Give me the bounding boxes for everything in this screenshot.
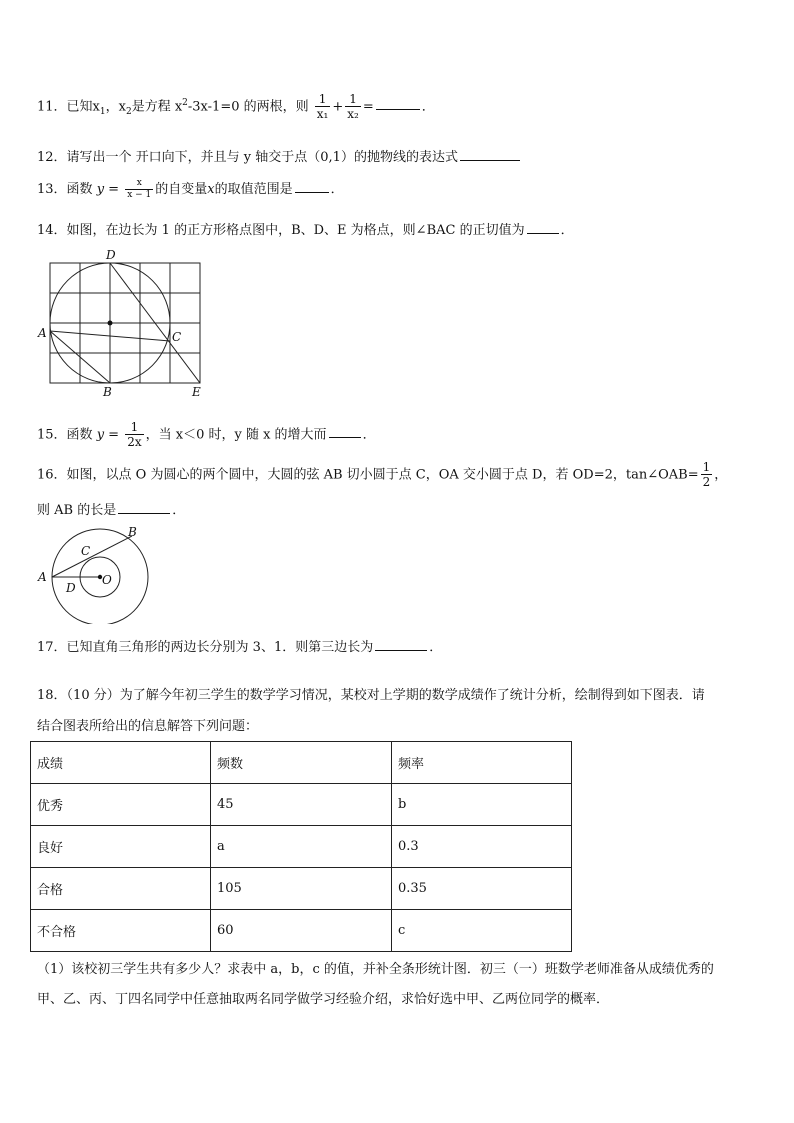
- table-cell: b: [392, 784, 572, 826]
- question-16: [37, 460, 727, 490]
- table-cell: 不合格: [31, 910, 211, 952]
- q11-suffix: ．: [421, 99, 435, 115]
- q14-answer-blank[interactable]: [527, 221, 559, 234]
- table-cell: a: [211, 826, 392, 868]
- q18-line2: 结合图表所给出的信息解答下列问题：: [37, 719, 259, 734]
- table-cell: 良好: [31, 826, 211, 868]
- q16-frac-den: 2: [702, 475, 711, 490]
- table-header-row: [31, 742, 572, 784]
- q11-fraction-1: [315, 92, 331, 122]
- q16-frac-num: 1: [702, 460, 711, 474]
- question-18-sub1-line2: [37, 993, 609, 1006]
- q13-answer-blank[interactable]: [295, 180, 329, 193]
- table-cell: 0.35: [392, 868, 572, 910]
- fig16-label-b: B: [128, 525, 137, 539]
- fig16-label-c: C: [81, 544, 91, 558]
- fig14-label-a: A: [38, 326, 47, 340]
- table-cell: 60: [211, 910, 392, 952]
- fig14-label-e: E: [192, 385, 201, 397]
- q18-sub1-line1: （1）该校初三学生共有多少人？求表中 a，b，c 的值，并补全条形统计图．初三（一）班数学老师准备从成绩优秀的: [37, 962, 714, 977]
- question-18-line2: [37, 720, 258, 733]
- q12-answer-blank[interactable]: [460, 148, 520, 161]
- q13-fraction: [125, 178, 153, 201]
- q11-mid2: 是方程 x: [131, 99, 183, 115]
- table-cell: 105: [211, 868, 392, 910]
- table-row: [31, 868, 572, 910]
- q13-end: ．: [330, 181, 344, 197]
- q13-var: x: [207, 181, 215, 197]
- q16-comma: ，: [714, 467, 728, 483]
- q17-end: ．: [429, 640, 443, 655]
- q11-fraction-2: [345, 92, 361, 122]
- q18-line1: 18．（10 分）为了解今年初三学生的数学学习情况，某校对上学期的数学成绩作了统计分析，绘制得到如下图表．请: [37, 688, 705, 703]
- fig14-label-c: C: [172, 330, 182, 344]
- table-cell: 优秀: [31, 784, 211, 826]
- q15-end: ．: [362, 427, 376, 443]
- q16-answer-blank[interactable]: [118, 501, 170, 514]
- q11-eq: =: [362, 99, 374, 115]
- table-cell: 0.3: [392, 826, 572, 868]
- question-11: [37, 92, 435, 122]
- fig14-label-d: D: [106, 248, 116, 262]
- q11-plus: +: [332, 99, 344, 115]
- q11-frac1-den: x₁: [316, 107, 329, 122]
- q15-suffix: ，当 x＜0 时，y 随 x 的增大而: [145, 427, 327, 443]
- table-cell: c: [392, 910, 572, 952]
- q11-mid1: ，x: [105, 99, 126, 115]
- q13-frac-den: x − 1: [127, 189, 152, 200]
- q16-line2: 则 AB 的长是: [37, 503, 117, 518]
- fig16-label-a: A: [38, 570, 47, 584]
- q14-text: 14．如图，在边长为 1 的正方形格点图中，B、D、E 为格点，则∠BAC 的正切值为: [37, 223, 525, 238]
- table-cell: 45: [211, 784, 392, 826]
- table-header-cell: 成绩: [31, 742, 211, 784]
- q17-text: 17．已知直角三角形的两边长分别为 3、1．则第三边长为: [37, 640, 374, 655]
- question-12: [37, 148, 522, 164]
- q15-prefix: 15．函数: [37, 427, 93, 443]
- q13-suffix-text: 的自变量: [155, 181, 208, 197]
- q13-suffix2: 的取值范围是: [214, 181, 293, 197]
- q11-sub1: 1: [99, 106, 106, 117]
- q11-frac2-num: 1: [345, 92, 361, 107]
- q12-text: 12．请写出一个 开口向下，并且与 y 轴交于点（0,1）的抛物线的表达式: [37, 150, 458, 165]
- fig16-label-o: O: [102, 573, 112, 587]
- table-row: [31, 784, 572, 826]
- q14-end: ．: [560, 223, 574, 238]
- table-cell: 合格: [31, 868, 211, 910]
- q16-text: 16．如图，以点 O 为圆心的两个圆中，大圆的弦 AB 切小圆于点 C，OA 交小圆于点 D，若 OD=2，tan∠OAB=: [37, 467, 699, 483]
- q11-frac1-num: 1: [315, 92, 331, 107]
- q13-prefix: 13．函数: [37, 181, 93, 197]
- q17-answer-blank[interactable]: [375, 638, 427, 651]
- q15-frac-den: 2x: [127, 435, 142, 450]
- q11-prefix: 11．已知x: [37, 99, 100, 115]
- q11-mid3: -3x-1=0 的两根，则: [187, 99, 309, 115]
- q11-sup: 2: [182, 98, 188, 109]
- question-18-line1: [37, 689, 705, 702]
- q15-fraction: [125, 420, 143, 450]
- figure-14-grid-circle: [36, 247, 206, 397]
- q16-end: ．: [172, 503, 186, 518]
- table-header-cell: 频率: [392, 742, 572, 784]
- table-row: [31, 826, 572, 868]
- q11-frac2-den: x₂: [347, 107, 359, 122]
- question-18-sub1-line1: [37, 963, 714, 976]
- question-16-line2: [37, 501, 185, 517]
- q11-answer-blank[interactable]: [376, 97, 420, 110]
- question-14: [37, 221, 574, 237]
- grades-table: [30, 741, 572, 952]
- q15-answer-blank[interactable]: [329, 425, 361, 438]
- q18-sub1-line2: 甲、乙、丙、丁四名同学中任意抽取两名同学做学习经验介绍，求恰好选中甲、乙两位同学的概率．: [37, 992, 610, 1007]
- q15-frac-num: 1: [125, 420, 143, 435]
- question-13: [37, 178, 344, 201]
- fig14-label-b: B: [103, 385, 112, 397]
- q16-fraction: [701, 460, 713, 490]
- fig16-label-d: D: [66, 581, 76, 595]
- question-15: [37, 420, 376, 450]
- q13-y-eq: y =: [96, 181, 120, 197]
- q15-y-eq: y =: [96, 427, 120, 443]
- figure-16-concentric-circles: [36, 524, 156, 624]
- q13-frac-num: x: [125, 178, 153, 190]
- table-row: [31, 910, 572, 952]
- table-header-cell: 频数: [211, 742, 392, 784]
- question-17: [37, 638, 442, 654]
- q11-sub2: 2: [125, 106, 132, 117]
